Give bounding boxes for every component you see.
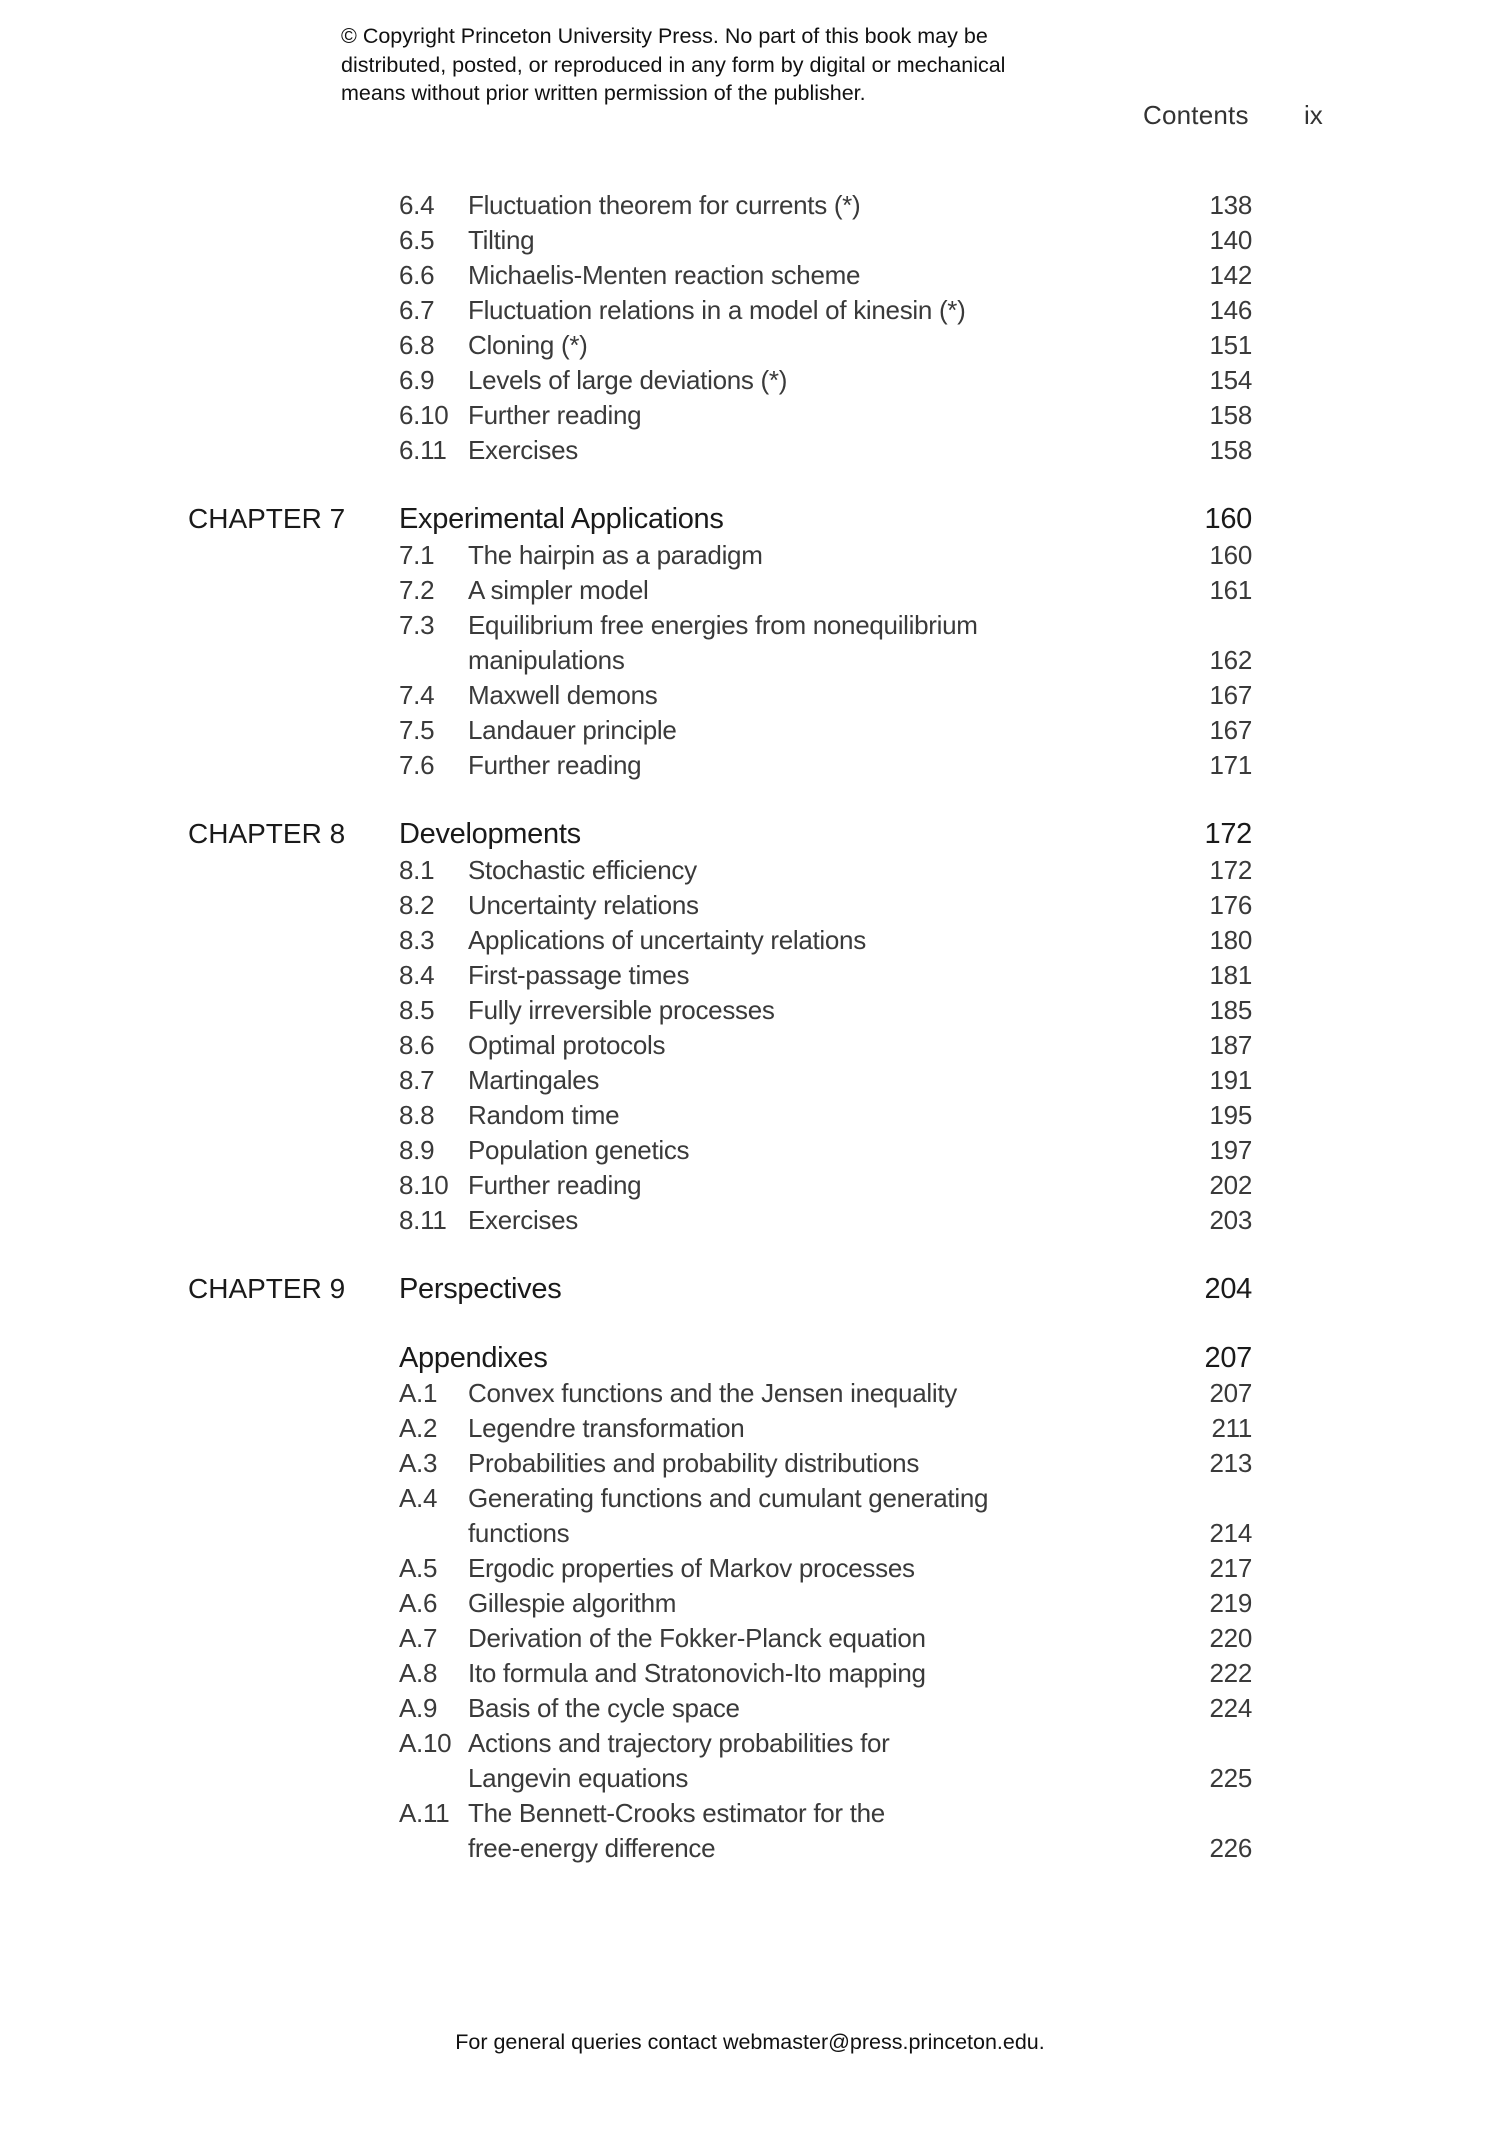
section-number: A.11 bbox=[399, 1798, 450, 1828]
page-ref: 176 bbox=[1209, 890, 1252, 920]
section-title: Derivation of the Fokker-Planck equation bbox=[468, 1623, 926, 1653]
toc-section-entry[interactable] bbox=[0, 1027, 1500, 1063]
page-ref: 181 bbox=[1209, 960, 1252, 990]
section-number: 7.5 bbox=[399, 715, 435, 745]
toc-section-entry[interactable] bbox=[0, 1097, 1500, 1133]
page-ref: 146 bbox=[1209, 295, 1252, 325]
section-number: A.9 bbox=[399, 1693, 438, 1723]
page-number: ix bbox=[1304, 100, 1323, 130]
page-ref: 217 bbox=[1209, 1553, 1252, 1583]
toc-section-entry[interactable] bbox=[0, 1690, 1500, 1726]
toc-section-entry[interactable] bbox=[0, 1760, 1500, 1796]
section-title: Legendre transformation bbox=[468, 1413, 745, 1443]
running-header bbox=[0, 100, 1500, 136]
page-ref: 226 bbox=[1209, 1833, 1252, 1863]
toc-section-entry[interactable] bbox=[0, 1410, 1500, 1446]
section-title: Michaelis-Menten reaction scheme bbox=[468, 260, 861, 290]
chapter-title: Developments bbox=[399, 818, 581, 850]
page-ref: 171 bbox=[1209, 750, 1252, 780]
page-ref: 204 bbox=[1204, 1273, 1252, 1305]
toc-chapter-entry[interactable] bbox=[0, 1340, 1500, 1376]
section-title: Gillespie algorithm bbox=[468, 1588, 677, 1618]
section-title: Landauer principle bbox=[468, 715, 677, 745]
page-ref: 180 bbox=[1209, 925, 1252, 955]
section-number: 8.7 bbox=[399, 1065, 435, 1095]
chapter-title: Appendixes bbox=[399, 1342, 548, 1374]
section-number: 6.10 bbox=[399, 400, 449, 430]
page-ref: 225 bbox=[1209, 1763, 1252, 1793]
toc-section-entry[interactable] bbox=[0, 1375, 1500, 1411]
chapter-title: Perspectives bbox=[399, 1273, 562, 1305]
section-title: Probabilities and probability distributions bbox=[468, 1448, 920, 1478]
chapter-label: CHAPTER 8 bbox=[188, 818, 346, 849]
section-title: Langevin equations bbox=[468, 1763, 689, 1793]
section-title: Tilting bbox=[468, 225, 535, 255]
toc-section-entry[interactable] bbox=[0, 187, 1500, 223]
section-number: 8.9 bbox=[399, 1135, 435, 1165]
toc-section-entry[interactable] bbox=[0, 432, 1500, 468]
section-title: Random time bbox=[468, 1100, 620, 1130]
section-title: Exercises bbox=[468, 435, 578, 465]
toc-chapter-entry[interactable] bbox=[0, 1271, 1500, 1307]
section-title: Basis of the cycle space bbox=[468, 1693, 740, 1723]
section-title: free-energy difference bbox=[468, 1833, 716, 1863]
section-number: 6.4 bbox=[399, 190, 435, 220]
page-ref: 187 bbox=[1209, 1030, 1252, 1060]
section-title: Stochastic efficiency bbox=[468, 855, 697, 885]
section-number: 8.4 bbox=[399, 960, 435, 990]
section-title: Ito formula and Stratonovich-Ito mapping bbox=[468, 1658, 926, 1688]
section-number: 6.8 bbox=[399, 330, 435, 360]
page-ref: 167 bbox=[1209, 715, 1252, 745]
section-title: Population genetics bbox=[468, 1135, 690, 1165]
section-title: Applications of uncertainty relations bbox=[468, 925, 866, 955]
toc-section-entry[interactable] bbox=[0, 1830, 1500, 1866]
page-ref: 160 bbox=[1209, 540, 1252, 570]
toc-section-entry[interactable] bbox=[0, 1655, 1500, 1691]
section-title: Cloning (*) bbox=[468, 330, 588, 360]
section-title: Fluctuation theorem for currents (*) bbox=[468, 190, 861, 220]
toc-section-entry[interactable] bbox=[0, 922, 1500, 958]
toc-section-entry[interactable] bbox=[0, 572, 1500, 608]
toc-section-entry[interactable] bbox=[0, 1062, 1500, 1098]
page-ref: 160 bbox=[1204, 503, 1252, 535]
copyright-line: means without prior written permission of the publisher. bbox=[341, 81, 866, 105]
toc-section-entry[interactable] bbox=[0, 1620, 1500, 1656]
section-number: A.6 bbox=[399, 1588, 438, 1618]
page-ref: 220 bbox=[1209, 1623, 1252, 1653]
section-title: Martingales bbox=[468, 1065, 600, 1095]
page-ref: 191 bbox=[1209, 1065, 1252, 1095]
running-title: Contents bbox=[1143, 100, 1249, 130]
toc-section-entry[interactable] bbox=[0, 992, 1500, 1028]
chapter-title: Experimental Applications bbox=[399, 503, 724, 535]
section-number: 6.7 bbox=[399, 295, 435, 325]
toc-section-entry[interactable] bbox=[0, 1585, 1500, 1621]
section-title: The hairpin as a paradigm bbox=[468, 540, 763, 570]
section-number: 6.5 bbox=[399, 225, 435, 255]
footer-contact: For general queries contact webmaster@press.princeton.edu. bbox=[455, 2030, 1045, 2054]
section-number: 8.10 bbox=[399, 1170, 449, 1200]
section-title: Fluctuation relations in a model of kinesin (*) bbox=[468, 295, 966, 325]
chapter-label: CHAPTER 9 bbox=[188, 1273, 346, 1304]
section-title: Uncertainty relations bbox=[468, 890, 699, 920]
page-ref: 161 bbox=[1209, 575, 1252, 605]
toc-section-entry[interactable] bbox=[0, 712, 1500, 748]
section-number: 7.1 bbox=[399, 540, 435, 570]
section-title: Equilibrium free energies from nonequilibrium bbox=[468, 610, 978, 640]
page-ref: 202 bbox=[1209, 1170, 1252, 1200]
page-ref: 162 bbox=[1209, 645, 1252, 675]
section-number: 7.2 bbox=[399, 575, 435, 605]
toc-section-entry[interactable] bbox=[0, 537, 1500, 573]
toc-section-entry[interactable] bbox=[0, 677, 1500, 713]
section-title: The Bennett-Crooks estimator for the bbox=[468, 1798, 885, 1828]
page-ref: 195 bbox=[1209, 1100, 1252, 1130]
toc-section-entry[interactable] bbox=[0, 257, 1500, 293]
section-title: Ergodic properties of Markov processes bbox=[468, 1553, 915, 1583]
toc-section-entry[interactable] bbox=[0, 1202, 1500, 1238]
copyright-notice bbox=[341, 22, 1101, 108]
section-number: A.8 bbox=[399, 1658, 438, 1688]
section-title: First-passage times bbox=[468, 960, 690, 990]
page-ref: 197 bbox=[1209, 1135, 1252, 1165]
section-title: Levels of large deviations (*) bbox=[468, 365, 788, 395]
page-ref: 203 bbox=[1209, 1205, 1252, 1235]
page-ref: 158 bbox=[1209, 400, 1252, 430]
toc-chapter-entry[interactable] bbox=[0, 816, 1500, 852]
page-ref: 185 bbox=[1209, 995, 1252, 1025]
section-number: 6.6 bbox=[399, 260, 435, 290]
toc-section-entry[interactable] bbox=[0, 1167, 1500, 1203]
section-number: 8.3 bbox=[399, 925, 435, 955]
section-number: A.5 bbox=[399, 1553, 438, 1583]
section-number: 8.8 bbox=[399, 1100, 435, 1130]
page-ref: 151 bbox=[1209, 330, 1252, 360]
section-number: 6.9 bbox=[399, 365, 435, 395]
section-number: 8.5 bbox=[399, 995, 435, 1025]
section-number: A.10 bbox=[399, 1728, 452, 1758]
toc-section-entry[interactable] bbox=[0, 222, 1500, 258]
section-number: 8.6 bbox=[399, 1030, 435, 1060]
toc-section-entry[interactable] bbox=[0, 362, 1500, 398]
page-ref: 214 bbox=[1209, 1518, 1252, 1548]
section-number: 7.4 bbox=[399, 680, 435, 710]
page-ref: 172 bbox=[1204, 818, 1252, 850]
toc-section-entry[interactable] bbox=[0, 292, 1500, 328]
section-title: Optimal protocols bbox=[468, 1030, 666, 1060]
section-title: Further reading bbox=[468, 400, 642, 430]
section-title: Maxwell demons bbox=[468, 680, 658, 710]
toc-section-entry[interactable] bbox=[0, 887, 1500, 923]
page-ref: 219 bbox=[1209, 1588, 1252, 1618]
section-number: 6.11 bbox=[399, 435, 447, 465]
page-ref: 224 bbox=[1209, 1693, 1252, 1723]
toc-section-entry[interactable] bbox=[0, 1480, 1500, 1516]
section-title: Actions and trajectory probabilities for bbox=[468, 1728, 890, 1758]
page-ref: 138 bbox=[1209, 190, 1252, 220]
toc-section-entry[interactable] bbox=[0, 1445, 1500, 1481]
section-title: Exercises bbox=[468, 1205, 578, 1235]
toc-section-entry[interactable] bbox=[0, 747, 1500, 783]
page-ref: 211 bbox=[1211, 1413, 1252, 1443]
section-title: Generating functions and cumulant generating bbox=[468, 1483, 989, 1513]
toc-section-entry[interactable] bbox=[0, 852, 1500, 888]
section-title: Further reading bbox=[468, 1170, 642, 1200]
copyright-line: distributed, posted, or reproduced in any form by digital or mechanical bbox=[341, 52, 1006, 77]
section-title: Further reading bbox=[468, 750, 642, 780]
section-number: A.4 bbox=[399, 1483, 438, 1513]
toc-section-entry[interactable] bbox=[0, 1515, 1500, 1551]
toc-section-entry[interactable] bbox=[0, 642, 1500, 678]
page-ref: 140 bbox=[1209, 225, 1252, 255]
section-title: A simpler model bbox=[468, 575, 649, 605]
toc-chapter-entry[interactable] bbox=[0, 501, 1500, 537]
section-title: Convex functions and the Jensen inequality bbox=[468, 1378, 957, 1408]
toc-section-entry[interactable] bbox=[0, 1725, 1500, 1761]
section-number: 8.1 bbox=[399, 855, 435, 885]
copyright-line: © Copyright Princeton University Press. No part of this book may be bbox=[341, 24, 988, 48]
toc-section-entry[interactable] bbox=[0, 1795, 1500, 1831]
section-number: A.2 bbox=[399, 1413, 438, 1443]
section-title: functions bbox=[468, 1518, 570, 1548]
chapter-label: CHAPTER 7 bbox=[188, 503, 346, 534]
page-ref: 222 bbox=[1209, 1658, 1252, 1688]
section-number: 7.3 bbox=[399, 610, 435, 640]
section-number: 8.2 bbox=[399, 890, 435, 920]
page-ref: 154 bbox=[1209, 365, 1252, 395]
section-number: A.1 bbox=[399, 1378, 438, 1408]
section-number: 7.6 bbox=[399, 750, 435, 780]
toc-section-entry[interactable] bbox=[0, 957, 1500, 993]
section-number: 8.11 bbox=[399, 1205, 447, 1235]
section-number: A.3 bbox=[399, 1448, 438, 1478]
section-title: Fully irreversible processes bbox=[468, 995, 775, 1025]
toc-section-entry[interactable] bbox=[0, 327, 1500, 363]
section-number: A.7 bbox=[399, 1623, 438, 1653]
page-ref: 207 bbox=[1209, 1378, 1252, 1408]
page-ref: 213 bbox=[1209, 1448, 1252, 1478]
toc-section-entry[interactable] bbox=[0, 1550, 1500, 1586]
toc-section-entry[interactable] bbox=[0, 397, 1500, 433]
section-title: manipulations bbox=[468, 645, 625, 675]
page-ref: 167 bbox=[1209, 680, 1252, 710]
page-ref: 158 bbox=[1209, 435, 1252, 465]
toc-section-entry[interactable] bbox=[0, 607, 1500, 643]
page-ref: 172 bbox=[1209, 855, 1252, 885]
page-ref: 142 bbox=[1209, 260, 1252, 290]
page-ref: 207 bbox=[1204, 1342, 1252, 1374]
toc-section-entry[interactable] bbox=[0, 1132, 1500, 1168]
